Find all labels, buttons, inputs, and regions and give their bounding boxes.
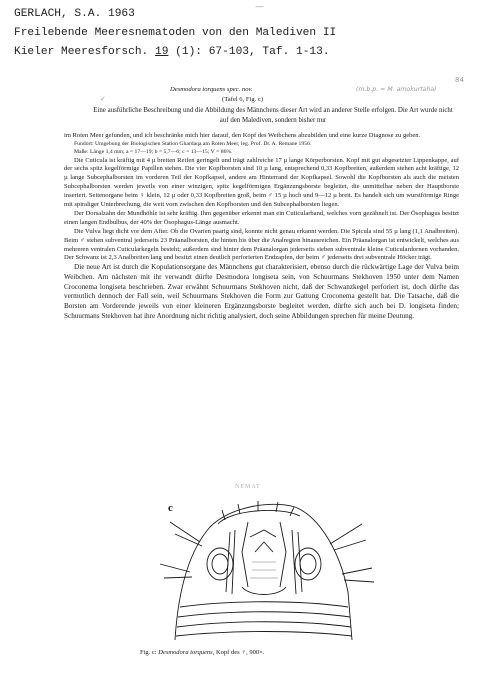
- paragraph-diagnosis-intro: im Roten Meer gefunden, und ich beschränke mich hier darauf, den Kopf des Weibchens abzubilden und eine kurze Diagnose zu geben.: [64, 132, 421, 139]
- caption-species: Desmodora torquens: [158, 649, 213, 656]
- paragraph-cuticula: Die Cuticula ist kräftig mit 4 µ breiten Reifen geringelt und trägt zahlreiche 17 µ lange Körperborsten. Kopf mit gut abgesetzter Lippenkappe, auf der sechs spitz kegelförmige Papillen stehen. Die vier Kopfborsten sind 10 µ lang, entsprechend 0,33 Kopfbreiten, außerdem stehen acht kräftige, 12 µ lange Subcephalborsten im vorderen Teil der Kopfkapsel, andere am Hinterrand der Kopfkapsel. Sowohl die Kopfborsten als auch die meisten Subcephalborsten werden jeweils von einer winzigen, spitz kegelförmigen Ergänzungsborste begleitet, die unmittelbar neben der Hauptborste inseriert. Seitenorgane beim ♀ klein, 12 µ oder 0,33 Kopfbreiten groß, beim ♂ 15 µ hoch und 9—12 µ breit. Es handelt sich um wurstförmige Ringe mit spiraliger Unterbrechung, die weit vorn zwischen den Kopfborsten und den Subcephalborsten liegen.: [64, 156, 459, 209]
- figure-letter: c: [168, 502, 173, 514]
- paragraph-vulva: Die Vulva liegt dicht vor dem After. Ob die Ovarien paarig sind, konnte nicht genau erkannt werden. Die Spicula sind 55 µ lang (1,1 Analbreiten). Beim ♂ stehen subventral jederseits 23 Präanalborsten, die hinten bis über die Analregion hinausreichen. Ein Präanalorgan ist entwickelt, welches aus mehreren ventralen Cuticularkegeln besteht; außerdem sind hinter dem Präanalorgan jederseits sieben subventrale kleine Cuticulardornen vorhanden. Der Schwanz ist 2,3 Analbreiten lang und besitzt einen deutlich perforierten Endzapfen, der beim ♂ jederseits drei subventrale Höcker trägt.: [64, 227, 459, 262]
- citation-title: Freilebende Meeresnematoden von den Malediven II: [14, 27, 337, 39]
- paragraph-locality: Fundort: Umgebung der Biologischen Station Ghardaqa am Roten Meer, leg. Prof. Dr. A. Remane 1956.: [74, 140, 312, 147]
- article-body: [64, 132, 459, 322]
- faint-stamp: NEMAT: [235, 484, 261, 490]
- species-heading: Desmodora torquens spec. nov.: [170, 86, 253, 93]
- intro-paragraph: Eine ausführliche Beschreibung und die Abbildung des Männchens dieser Art wird an anderer Stelle erfolgen. Die Art wurde nicht auf den Malediven, sondern bisher nur: [93, 107, 453, 124]
- pencil-note-right: (m.b.p. = M. amokurtaha): [356, 86, 437, 93]
- citation-journal: Kieler Meeresforsch. 19 (1): 67-103, Taf. 1-13.: [14, 46, 330, 58]
- pencil-page-number: 84: [455, 76, 464, 84]
- paragraph-mouth: Der Dorsalzahn der Mundhöhle ist sehr kräftig. Ihm gegenüber erkennt man ein Cuticularband, welches vorn gezähnelt ist. Der Ösophagus besitzt einen langen Endbulbus, der 40% der Ösophagus-Länge ausmacht.: [64, 209, 459, 226]
- pencil-checkmark: ✓: [100, 95, 106, 103]
- figure-caption: Fig. c: Desmodora torquens, Kopf des ♀, 900×.: [140, 649, 265, 656]
- plate-reference: (Tafel 6, Fig. c): [222, 96, 264, 103]
- citation-volume: 19: [155, 46, 169, 58]
- pencil-note-top: —: [255, 2, 264, 12]
- figure-nematode-head: [130, 482, 390, 642]
- citation-author-year: GERLACH, S.A. 1963: [14, 8, 135, 20]
- paragraph-measurements: Maße: Länge 1,4 mm; a = 17—19; b = 5,7—6; c = 13—15; V = 86%.: [74, 148, 233, 155]
- paragraph-discussion: Die neue Art ist durch die Kopulationsorgane des Männchens gut charakterisiert, ebenso durch die rückwärtige Lage der Vulva beim Weibchen. Am nächsten mit ihr verwandt dürfte Desmodora longiseta sein, von Schuurmans Stekhoven 1950 unter dem Namen Croconema longiseta beschrieben. Zwar erwähnt Schuurmans Stekhoven nicht, daß der Schwanzkegel perforiert ist, doch dürfte das vermutlich dennoch der Fall sein, weil Schuurmans Stekhoven die Form zur Gattung Croconema gestellt hat. Die Tatsache, daß die Borsten am Vorderende jeweils von einer kleineren Ergänzungsborste begleitet werden, dürfte sich auch bei D. longiseta finden; Schuurmans Stekhoven hat ihre Anordnung nicht richtig analysiert, doch seine Abbildungen sprechen für meine Deutung.: [64, 263, 459, 320]
